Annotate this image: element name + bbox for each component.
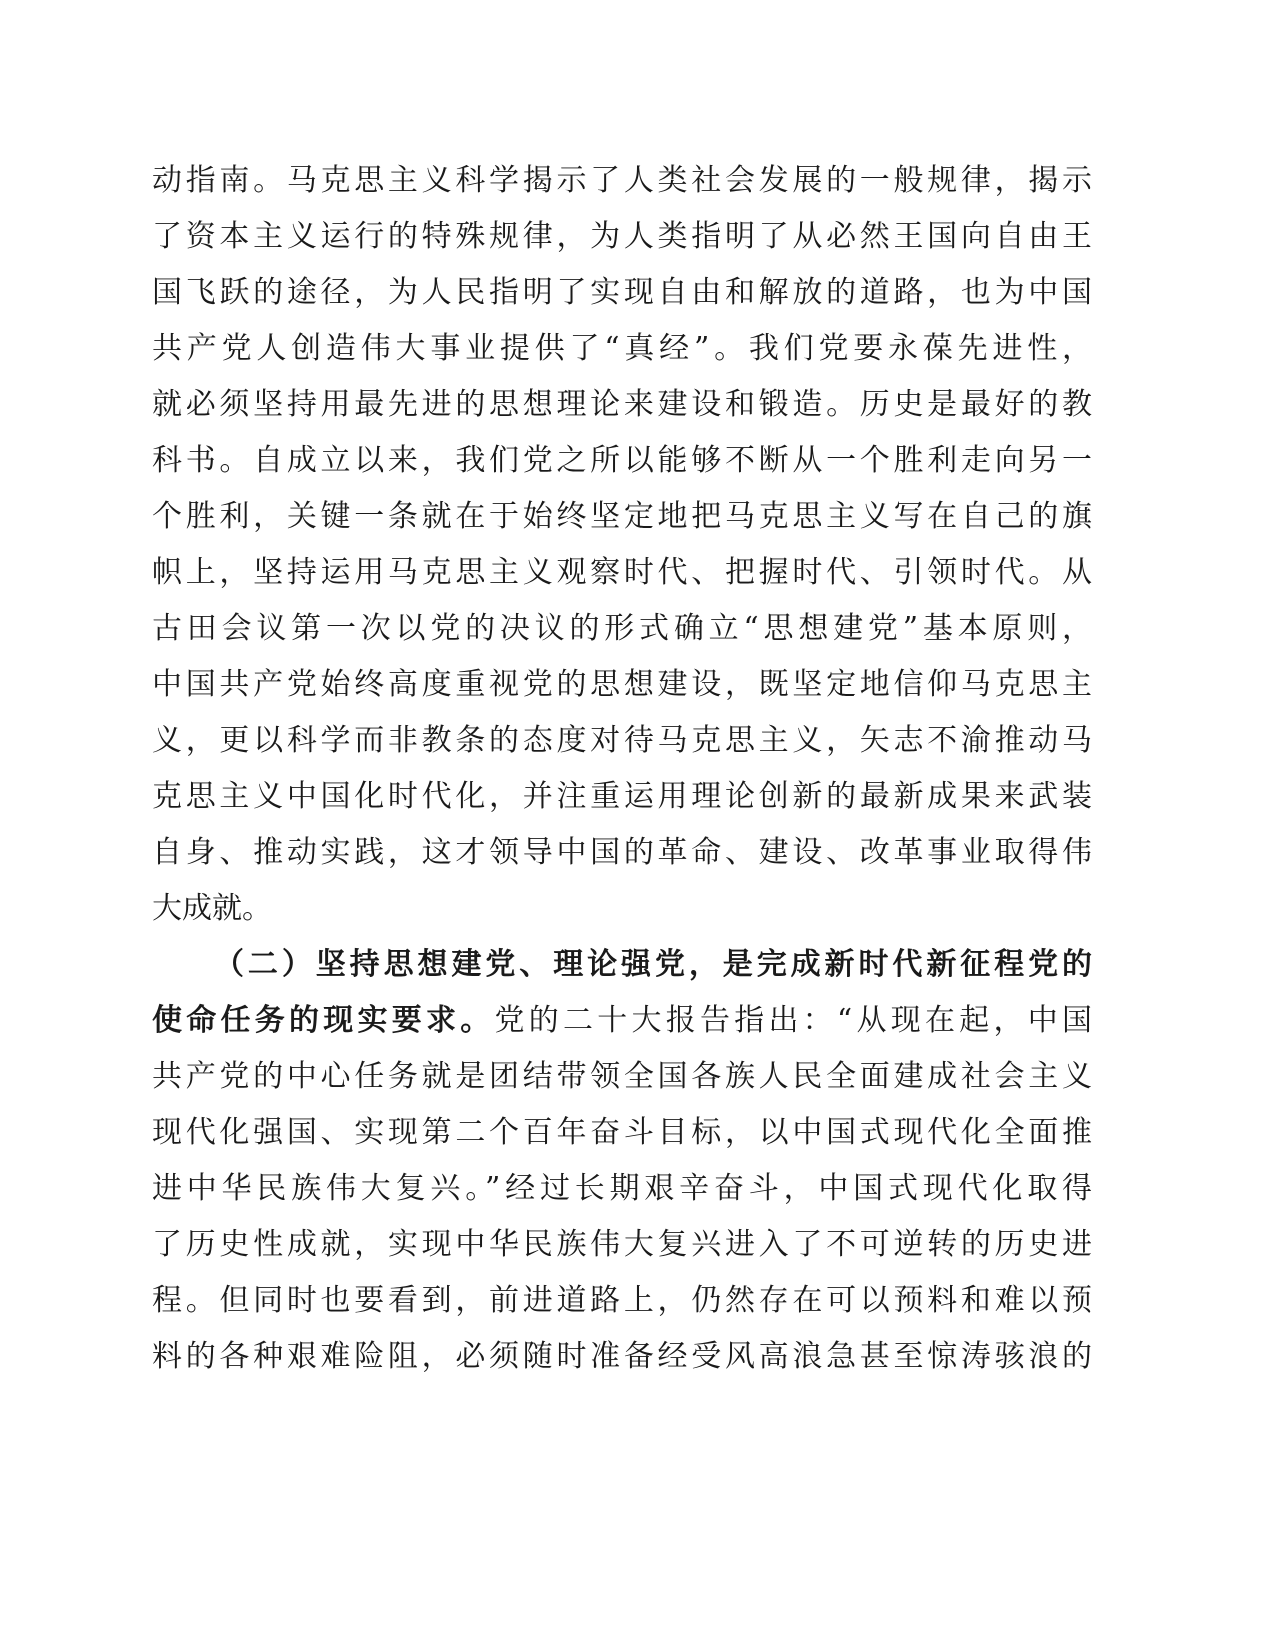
section-heading-continuation bbox=[152, 993, 1092, 1049]
text-line: 进中华民族伟大复兴。”经过长期艰辛奋斗，中国式现代化取得 bbox=[152, 1171, 1092, 1206]
text-line: 就必须坚持用最先进的思想理论来建设和锻造。历史是最好的教 bbox=[152, 387, 1092, 422]
section-heading: （二）坚持思想建党、理论强党，是完成新时代新征程党的 bbox=[214, 947, 1092, 982]
text-line: 共产党的中心任务就是团结带领全国各族人民全面建成社会主义 bbox=[152, 1059, 1092, 1094]
text-line: 程。但同时也要看到，前进道路上，仍然存在可以预料和难以预 bbox=[152, 1283, 1092, 1318]
text-line: 克思主义中国化时代化，并注重运用理论创新的最新成果来武装 bbox=[152, 779, 1092, 814]
text-line: 自身、推动实践，这才领导中国的革命、建设、改革事业取得伟 bbox=[152, 835, 1092, 870]
text-line-paragraph-end: 大成就。 bbox=[152, 891, 272, 926]
text-line: 科书。自成立以来，我们党之所以能够不断从一个胜利走向另一 bbox=[152, 443, 1092, 478]
text-line: 了资本主义运行的特殊规律，为人类指明了从必然王国向自由王 bbox=[152, 219, 1092, 254]
text-line: 义，更以科学而非教条的态度对待马克思主义，矢志不渝推动马 bbox=[152, 723, 1092, 758]
section-text-start: 党的二十大报告指出：“从现在起，中国 bbox=[494, 1003, 1092, 1038]
text-line: 了历史性成就，实现中华民族伟大复兴进入了不可逆转的历史进 bbox=[152, 1227, 1092, 1262]
text-line: 共产党人创造伟大事业提供了“真经”。我们党要永葆先进性， bbox=[152, 331, 1092, 366]
text-line: 帜上，坚持运用马克思主义观察时代、把握时代、引领时代。从 bbox=[152, 555, 1092, 590]
text-line: 动指南。马克思主义科学揭示了人类社会发展的一般规律，揭示 bbox=[152, 163, 1092, 198]
text-line: 个胜利，关键一条就在于始终坚定地把马克思主义写在自己的旗 bbox=[152, 499, 1092, 534]
section-heading-bold-end: 使命任务的现实要求。 bbox=[152, 1003, 495, 1038]
text-line: 古田会议第一次以党的决议的形式确立“思想建党”基本原则， bbox=[152, 611, 1092, 646]
text-line: 国飞跃的途径，为人民指明了实现自由和解放的道路，也为中国 bbox=[152, 275, 1092, 310]
body-text bbox=[152, 153, 1092, 1385]
text-line: 中国共产党始终高度重视党的思想建设，既坚定地信仰马克思主 bbox=[152, 667, 1092, 702]
text-line: 现代化强国、实现第二个百年奋斗目标，以中国式现代化全面推 bbox=[152, 1115, 1092, 1150]
text-line: 料的各种艰难险阻，必须随时准备经受风高浪急甚至惊涛骇浪的 bbox=[152, 1339, 1092, 1374]
